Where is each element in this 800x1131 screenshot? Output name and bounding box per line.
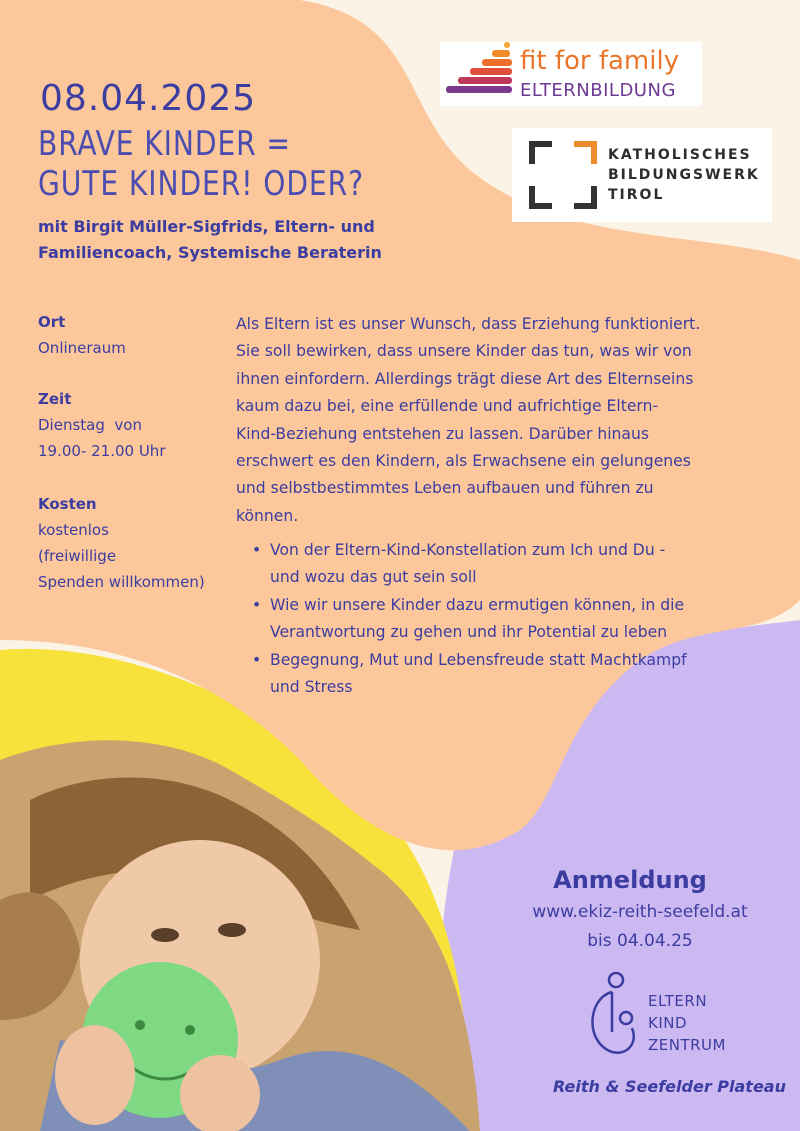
elternbildung-text: ELTERNBILDUNG: [520, 80, 676, 101]
event-date: 08.04.2025: [40, 78, 257, 119]
stairs-icon: [442, 42, 518, 106]
kbw-line-1: KATHOLISCHES: [608, 147, 752, 163]
description-line: Sie soll bewirken, dass unsere Kinder das tun, was wir von: [236, 342, 692, 361]
ekz-line-1: ELTERN: [648, 992, 708, 1010]
zeit-value-2: 19.00- 21.00 Uhr: [38, 442, 166, 460]
subtitle-line-2: Familiencoach, Systemische Beraterin: [38, 243, 382, 262]
event-subtitle: [38, 214, 438, 266]
ekz-line-2: KIND: [648, 1014, 688, 1032]
description-line: und selbstbestimmtes Leben aufbauen und führen zu: [236, 479, 654, 498]
title-line-1: BRAVE KINDER =: [38, 124, 291, 164]
info-zeit: [38, 386, 166, 464]
description-line: Kind-Beziehung entstehen zu lassen. Darüber hinaus: [236, 424, 649, 443]
katholisches-bildungswerk-logo: [512, 128, 772, 222]
description-line: können.: [236, 506, 299, 525]
topic-item: • Von der Eltern-Kind-Konstellation zum Ich und Du - und wozu das gut sein soll: [250, 537, 750, 592]
ekz-location: Reith & Seefelder Plateau: [553, 1077, 786, 1096]
description-line: erschwert es den Kindern, als Erwachsene ein gelungenes: [236, 452, 691, 471]
kosten-value-3: Spenden willkommen): [38, 573, 205, 591]
event-title: [38, 124, 364, 204]
info-kosten: [38, 491, 205, 595]
kbw-line-2: BILDUNGSWERK: [608, 167, 760, 183]
description-paragraph: [236, 311, 756, 530]
topic-item: • Begegnung, Mut und Lebensfreude statt Machtkampf und Stress: [250, 647, 750, 702]
topic-list: [250, 537, 750, 701]
description-line: Als Eltern ist es unser Wunsch, dass Erziehung funktioniert.: [236, 315, 701, 333]
fit-for-family-logo: [440, 42, 702, 106]
kbw-line-3: TIROL: [608, 187, 665, 203]
topic-item: • Wie wir unsere Kinder dazu ermutigen können, in die Verantwortung zu gehen und ihr Potential zu leben: [250, 592, 750, 647]
ekz-line-3: ZENTRUM: [648, 1036, 726, 1054]
zeit-label: Zeit: [38, 390, 72, 408]
info-ort: [38, 309, 126, 361]
registration-link[interactable]: www.ekiz-reith-seefeld.at: [532, 902, 748, 922]
subtitle-line-1: mit Birgit Müller-Sigfrids, Eltern- und: [38, 217, 375, 236]
description-line: kaum dazu bei, eine erfüllende und aufrichtige Eltern-: [236, 397, 659, 416]
description-line: ihnen einfordern. Allerdings trägt diese Art des Elternseins: [236, 369, 694, 388]
kosten-label: Kosten: [38, 495, 97, 513]
eltern-kind-zentrum-icon: [582, 970, 642, 1062]
registration-title: Anmeldung: [553, 866, 707, 894]
registration-deadline: bis 04.04.25: [587, 931, 693, 951]
ort-label: Ort: [38, 313, 66, 331]
kosten-value-1: kostenlos: [38, 521, 109, 539]
title-line-2: GUTE KINDER! ODER?: [38, 164, 364, 204]
kbw-text: [608, 145, 760, 205]
ort-value: Onlineraum: [38, 339, 126, 357]
ekz-logo-text: [648, 990, 726, 1056]
fit-for-family-text: fit for family: [520, 46, 680, 76]
zeit-value-1: Dienstag von: [38, 416, 142, 434]
bracket-frame-icon: [528, 140, 598, 210]
kosten-value-2: (freiwillige: [38, 547, 117, 565]
